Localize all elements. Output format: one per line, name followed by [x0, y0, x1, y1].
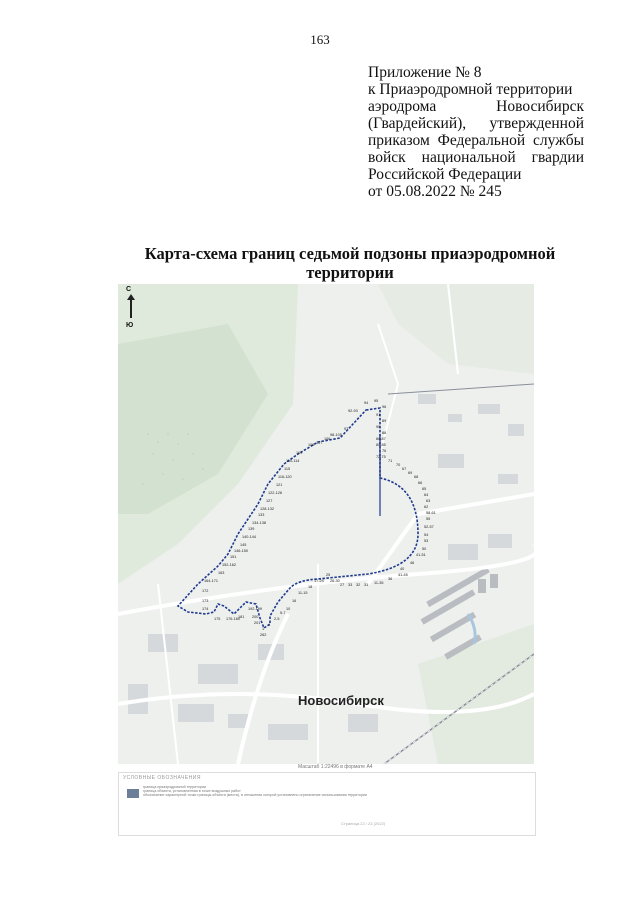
point-label: 134-138 [252, 521, 266, 525]
point-label: 163 [218, 571, 225, 575]
point-label: 76 [382, 449, 387, 453]
point-label: 26-30 [330, 579, 340, 583]
appendix-line: Российской Федерации [368, 166, 522, 183]
legend-row: граница приаэродромной территории [143, 785, 206, 789]
point-label: 27 [340, 583, 345, 587]
scale-text: Масштаб 1:22496 в формате А4 [298, 764, 373, 770]
point-label: 53 [424, 539, 429, 543]
legend-row: граница объекта, установленная в точке воздушных работ [143, 789, 241, 793]
point-label: 192-199 [248, 607, 262, 611]
point-label: 98-105 [330, 433, 342, 437]
point-label: 115 [284, 467, 291, 471]
point-label: 5-7 [280, 611, 286, 615]
point-label: 127 [266, 499, 273, 503]
point-label: 72-75 [376, 455, 386, 459]
city-label: Новосибирск [298, 693, 384, 708]
point-label: 122-126 [268, 491, 282, 495]
point-label: 94 [364, 401, 369, 405]
page-number: 163 [310, 32, 330, 47]
point-label: 146-150 [234, 549, 248, 553]
point-label: 16 [292, 599, 297, 603]
point-label: 69 [408, 471, 413, 475]
appendix-line: Приложение № 8 [368, 64, 482, 81]
point-label: 50 [422, 547, 427, 551]
appendix-line: приказом Федеральной службы [368, 132, 584, 149]
compass-rose [124, 286, 140, 332]
point-label: 58-61 [426, 511, 436, 515]
point-label: 181 [238, 615, 245, 619]
point-label: 52-57 [424, 525, 434, 529]
point-label: 200 [252, 615, 259, 619]
point-label: 55 [426, 517, 431, 521]
point-label: 106 [324, 437, 331, 441]
point-label: 70 [396, 463, 401, 467]
point-label: 116-120 [278, 475, 292, 479]
map-area [118, 284, 534, 764]
point-label: 91 [376, 413, 381, 417]
point-label: 65 [422, 487, 427, 491]
appendix-block [368, 64, 584, 200]
compass-south-label: Ю [126, 322, 134, 329]
point-label: 145 [240, 543, 247, 547]
point-label: 10 [286, 607, 291, 611]
point-label: 64 [424, 493, 429, 497]
point-label: 36 [388, 577, 393, 581]
point-label: 95 [374, 399, 379, 403]
point-label: 31 [364, 583, 369, 587]
point-label: 88 [382, 431, 387, 435]
point-label: 90 [376, 425, 381, 429]
compass-north-label: С [126, 286, 132, 293]
point-label: 46 [410, 561, 415, 565]
point-label: 67 [402, 467, 407, 471]
point-label: 32 [356, 583, 361, 587]
point-label: 11-15 [298, 591, 308, 595]
point-label: 68 [414, 475, 419, 479]
point-label: 66 [418, 481, 423, 485]
point-label: 96 [382, 405, 387, 409]
point-label: 33 [348, 583, 353, 587]
appendix-line: к Приаэродромной территории [368, 81, 573, 98]
point-label: 172 [202, 589, 209, 593]
appendix-line: от 05.08.2022 № 245 [368, 183, 502, 200]
legend-footer: Страница 22 / 23 (2022) [341, 821, 386, 826]
point-label: 80-85 [376, 443, 386, 447]
legend-title: УСЛОВНЫЕ ОБОЗНАЧЕНИЯ [123, 775, 201, 781]
point-label: 164-171 [204, 579, 218, 583]
point-label: 108 [308, 443, 315, 447]
point-label: 18 [308, 585, 313, 589]
legend-row: обозначение характерной точки границы объекта (места), в отношении которой установлено ограничение использования территории [143, 793, 367, 797]
point-label: 139 [248, 527, 255, 531]
point-label: 140-144 [242, 535, 256, 539]
point-label: 152-162 [222, 563, 236, 567]
map-title-line1: Карта-схема границ седьмой подзоны приаэродромной территории [144, 244, 556, 282]
compass-arrowhead-icon [127, 294, 135, 300]
point-label: 92-93 [348, 409, 358, 413]
point-label: 109 [296, 451, 303, 455]
point-label: 41-51 [416, 553, 426, 557]
point-label: 174 [202, 607, 209, 611]
point-label: 11-35 [374, 581, 384, 585]
point-label: 4 [268, 623, 271, 627]
point-label: 176-180 [226, 617, 240, 621]
point-label: 89 [382, 419, 387, 423]
point-label: 121 [276, 483, 283, 487]
point-label: 54 [424, 533, 429, 537]
appendix-line: аэродрома Новосибирск [368, 98, 584, 115]
point-label: 110-114 [286, 459, 300, 463]
point-label: 62 [424, 505, 429, 509]
appendix-line: (Гвардейский), утвержденной [368, 115, 584, 132]
point-label: 107 [316, 441, 323, 445]
appendix-line: войск национальной гвардии [368, 149, 584, 166]
point-label: 2-5 [274, 617, 280, 621]
point-label: 97 [344, 427, 349, 431]
point-label: 133 [258, 513, 265, 517]
point-label: 1 [262, 627, 265, 631]
point-label: 151 [230, 555, 237, 559]
point-label: 262 [260, 633, 267, 637]
point-label: 86-87 [376, 437, 386, 441]
point-label: 25 [326, 573, 331, 577]
point-label: 128-132 [260, 507, 274, 511]
point-label: 173 [202, 599, 209, 603]
point-label: 175 [214, 617, 221, 621]
map-svg [118, 284, 534, 764]
point-label: 17-24 [314, 579, 324, 583]
point-label: 41-45 [398, 573, 408, 577]
point-label: 63 [426, 499, 431, 503]
point-label: 201 [254, 621, 261, 625]
point-label: 40 [400, 567, 405, 571]
legend-box [118, 772, 536, 836]
point-label: 71 [388, 459, 393, 463]
legend-swatch [127, 789, 139, 798]
